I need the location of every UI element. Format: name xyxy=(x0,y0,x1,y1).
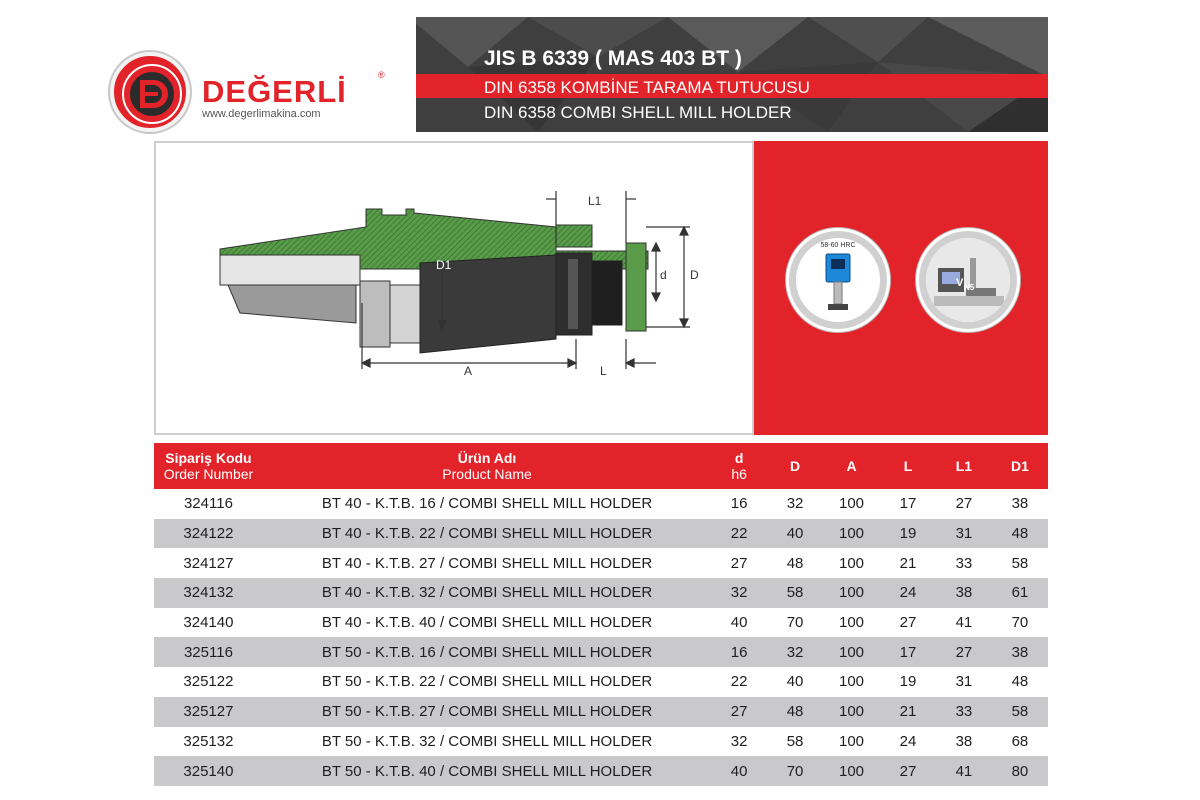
cell-A: 100 xyxy=(839,554,865,572)
brand-logo xyxy=(110,52,440,132)
cell-D1: 38 xyxy=(1011,495,1029,513)
cell-code: 324116 xyxy=(183,495,233,513)
cell-A: 100 xyxy=(839,673,865,691)
cell-L: 19 xyxy=(899,673,917,691)
cell-d: 40 xyxy=(730,762,748,780)
cell-name: BT 50 - K.T.B. 40 / COMBI SHELL MILL HOLDER xyxy=(321,762,653,780)
cell-L1: 31 xyxy=(955,673,973,691)
cell-L: 27 xyxy=(899,614,917,632)
cell-D1: 70 xyxy=(1011,614,1029,632)
table-row xyxy=(154,489,1048,519)
cell-d: 22 xyxy=(730,673,748,691)
label-D1: D1 xyxy=(436,258,452,272)
cell-name: BT 50 - K.T.B. 32 / COMBI SHELL MILL HOLDER xyxy=(321,732,653,750)
cell-name: BT 50 - K.T.B. 16 / COMBI SHELL MILL HOLDER xyxy=(321,643,653,661)
subtitle-en: DIN 6358 COMBI SHELL MILL HOLDER xyxy=(484,103,792,122)
cell-L1: 38 xyxy=(955,584,973,602)
cell-D: 70 xyxy=(786,614,804,632)
table-body xyxy=(154,489,1048,786)
label-A: A xyxy=(464,364,473,378)
cell-D1: 48 xyxy=(1011,525,1029,543)
cell-L1: 33 xyxy=(955,703,973,721)
cell-code: 325116 xyxy=(183,643,233,661)
cell-D1: 38 xyxy=(1011,643,1029,661)
cell-D: 32 xyxy=(786,495,804,513)
table-row xyxy=(154,578,1048,608)
cell-A: 100 xyxy=(839,584,865,602)
cell-A: 100 xyxy=(839,762,865,780)
cell-name: BT 40 - K.T.B. 27 / COMBI SHELL MILL HOLDER xyxy=(321,554,653,572)
cell-L: 17 xyxy=(899,643,917,661)
cell-name: BT 40 - K.T.B. 16 / COMBI SHELL MILL HOLDER xyxy=(321,495,653,513)
header-d: d h6 xyxy=(731,450,747,482)
cell-D: 48 xyxy=(786,554,804,572)
cell-A: 100 xyxy=(839,614,865,632)
header-D: D xyxy=(789,458,801,474)
cell-L1: 41 xyxy=(955,614,973,632)
surface-finish-badge xyxy=(916,228,1020,332)
table-row xyxy=(154,548,1048,578)
header-L: L xyxy=(903,458,913,474)
table-header xyxy=(154,443,1048,489)
cell-name: BT 50 - K.T.B. 27 / COMBI SHELL MILL HOLDER xyxy=(321,703,653,721)
cell-d: 32 xyxy=(730,732,748,750)
cell-name: BT 50 - K.T.B. 22 / COMBI SHELL MILL HOLDER xyxy=(321,673,653,691)
cell-d: 16 xyxy=(730,495,748,513)
brand-name: DEĞERLİ xyxy=(202,74,347,109)
cell-D: 32 xyxy=(786,643,804,661)
hardness-tester-icon xyxy=(796,238,880,322)
surface-gauge-icon xyxy=(926,238,1010,322)
table-row xyxy=(154,637,1048,667)
banner-edge xyxy=(396,17,416,132)
cell-name: BT 40 - K.T.B. 32 / COMBI SHELL MILL HOLDER xyxy=(321,584,653,602)
page-title: JIS B 6339 ( MAS 403 BT ) xyxy=(484,47,742,70)
cell-D: 40 xyxy=(786,673,804,691)
cell-A: 100 xyxy=(839,495,865,513)
cell-D1: 80 xyxy=(1011,762,1029,780)
holder-drawing-icon xyxy=(156,143,752,433)
logo-emblem-icon xyxy=(110,52,190,132)
cell-D: 58 xyxy=(786,584,804,602)
cell-L1: 31 xyxy=(955,525,973,543)
header-L1: L1 xyxy=(955,458,973,474)
cell-L1: 33 xyxy=(955,554,973,572)
cell-code: 324140 xyxy=(183,614,234,632)
cell-D: 70 xyxy=(786,762,804,780)
cell-L: 24 xyxy=(899,584,917,602)
cell-D1: 68 xyxy=(1011,732,1029,750)
cell-L1: 41 xyxy=(955,762,973,780)
header-D1: D1 xyxy=(1010,458,1029,474)
cell-code: 324127 xyxy=(183,554,234,572)
cell-L1: 38 xyxy=(955,732,973,750)
cell-D1: 58 xyxy=(1011,703,1029,721)
cell-code: 325122 xyxy=(183,673,234,691)
table-row xyxy=(154,667,1048,697)
cell-code: 325132 xyxy=(183,732,234,750)
cell-L: 24 xyxy=(899,732,917,750)
registered-mark: ® xyxy=(378,70,385,80)
label-L1: L1 xyxy=(588,194,602,208)
cell-D: 48 xyxy=(786,703,804,721)
cell-A: 100 xyxy=(839,732,865,750)
label-D: D xyxy=(690,268,699,282)
table-row xyxy=(154,756,1048,786)
cell-d: 40 xyxy=(730,614,748,632)
cell-L: 17 xyxy=(899,495,917,513)
cell-d: 32 xyxy=(730,584,748,602)
cell-D: 58 xyxy=(786,732,804,750)
cell-D1: 58 xyxy=(1011,554,1029,572)
surface-finish-label: N5 xyxy=(964,283,975,292)
cell-D: 40 xyxy=(786,525,804,543)
technical-drawing xyxy=(154,141,754,435)
cell-d: 27 xyxy=(730,703,748,721)
table-row xyxy=(154,697,1048,727)
cell-A: 100 xyxy=(839,703,865,721)
header-product-name: Ürün Adı Product Name xyxy=(442,450,532,482)
svg-text:V: V xyxy=(956,277,964,289)
brand-url[interactable]: www.degerlimakina.com xyxy=(202,108,321,120)
hardness-badge xyxy=(786,228,890,332)
label-L: L xyxy=(600,364,607,378)
cell-name: BT 40 - K.T.B. 22 / COMBI SHELL MILL HOLDER xyxy=(321,525,653,543)
cell-L: 19 xyxy=(899,525,917,543)
cell-L1: 27 xyxy=(955,495,973,513)
cell-d: 16 xyxy=(730,643,748,661)
header-A: A xyxy=(846,458,857,474)
subtitle-tr: DIN 6358 KOMBİNE TARAMA TUTUCUSU xyxy=(484,78,810,97)
cell-d: 27 xyxy=(730,554,748,572)
table-row xyxy=(154,519,1048,549)
cell-D1: 48 xyxy=(1011,673,1029,691)
product-table xyxy=(154,443,1048,786)
cell-D1: 61 xyxy=(1011,584,1029,602)
hardness-label: 58-60 HRC xyxy=(820,242,856,249)
cell-L: 21 xyxy=(899,703,917,721)
cell-code: 324132 xyxy=(183,584,234,602)
cell-A: 100 xyxy=(839,643,865,661)
cell-L: 21 xyxy=(899,554,917,572)
cell-code: 325127 xyxy=(183,703,234,721)
cell-code: 324122 xyxy=(183,525,234,543)
cell-code: 325140 xyxy=(183,762,234,780)
cell-name: BT 40 - K.T.B. 40 / COMBI SHELL MILL HOLDER xyxy=(321,614,653,632)
cell-L1: 27 xyxy=(955,643,973,661)
table-row xyxy=(154,608,1048,638)
cell-d: 22 xyxy=(730,525,748,543)
label-d: d xyxy=(660,268,667,282)
cell-A: 100 xyxy=(839,525,865,543)
table-row xyxy=(154,727,1048,757)
cell-L: 27 xyxy=(899,762,917,780)
header-order-number: Sipariş Kodu Order Number xyxy=(163,450,254,482)
